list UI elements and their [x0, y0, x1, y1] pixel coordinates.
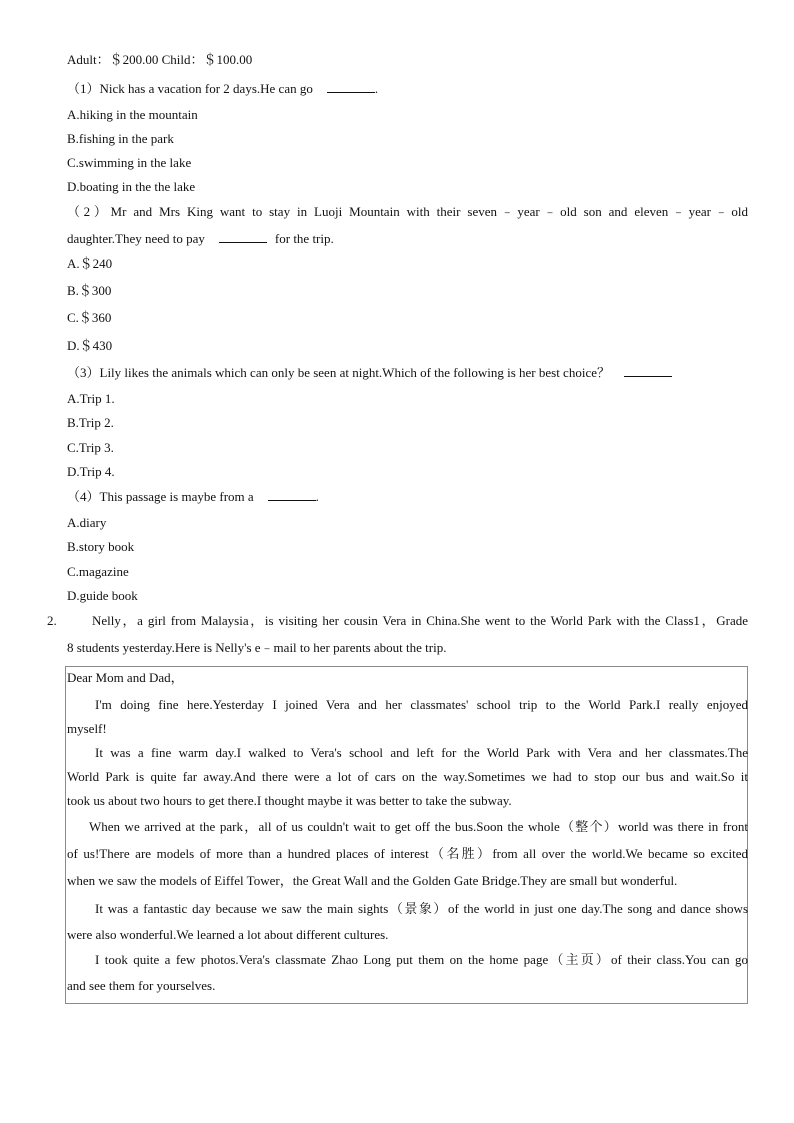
question-2-stem-line2: [67, 231, 334, 247]
question-4-end: .: [315, 489, 319, 504]
answer-blank-3: [624, 365, 672, 377]
question-4-stem: [67, 489, 319, 505]
q3-option-a: A.Trip 1.: [67, 391, 115, 406]
section-2-intro-line2: 8 students yesterday.Here is Nelly's e﹣mail to her parents about the trip.: [67, 640, 447, 655]
q1-option-b: B.fishing in the park: [67, 131, 174, 146]
q1-option-a: A.hiking in the mountain: [67, 107, 198, 122]
q3-option-d: D.Trip 4.: [67, 464, 115, 479]
question-2-text: daughter.They need to pay: [67, 231, 205, 246]
letter-line-11: I took quite a few photos.Vera's classmate Zhao Long put them on the home page（主页）of their class.You can go: [95, 952, 748, 967]
q2-option-a: A.＄240: [67, 256, 113, 271]
question-3-text: （3）Lily likes the animals which can only be seen at night.Which of the following is her best choice？: [67, 365, 610, 380]
question-3-stem: [67, 365, 672, 381]
letter-line-9: It was a fantastic day because we saw the main sights（景象）of the world in just one day.The song and dance shows: [95, 901, 748, 916]
letter-line-2: myself!: [67, 721, 107, 736]
letter-line-5: took us about two hours to get there.I thought maybe it was better to take the subway.: [67, 793, 512, 808]
section-2-intro-line1: Nelly，a girl from Malaysia，is visiting her cousin Vera in China.She went to the World Park with the Class1，Grade: [92, 613, 748, 628]
question-4-text: （4）This passage is maybe from a: [67, 489, 254, 504]
question-2-stem-line1: （2）Mr and Mrs King want to stay in Luoji Mountain with their seven﹣year﹣old son and eleven﹣year﹣old: [67, 204, 748, 219]
question-1-end: .: [374, 81, 379, 96]
letter-greeting: Dear Mom and Dad，: [67, 670, 184, 685]
q2-option-c: C.＄360: [67, 310, 112, 325]
letter-line-3: It was a fine warm day.I walked to Vera's school and left for the World Park with Vera and her classmates.The: [95, 745, 748, 760]
q4-option-b: B.story book: [67, 539, 135, 554]
q1-option-c: C.swimming in the lake: [67, 155, 192, 170]
question-1-stem: [67, 81, 378, 97]
q3-option-b: B.Trip 2.: [67, 415, 114, 430]
answer-blank-1: [327, 81, 375, 93]
letter-line-6: When we arrived at the park，all of us couldn't wait to get off the bus.Soon the whole（整个）world was there in front: [89, 819, 748, 834]
section-number: 2.: [47, 613, 57, 628]
q1-option-d: D.boating in the the lake: [67, 179, 196, 194]
letter-line-1: I'm doing fine here.Yesterday I joined Vera and her classmates' school trip to the World Park.I really enjoyed: [95, 697, 748, 712]
q4-option-d: D.guide book: [67, 588, 138, 603]
q2-option-b: B.＄300: [67, 283, 112, 298]
question-2-end: for the trip.: [274, 231, 334, 246]
letter-line-4: World Park is quite far away.And there were a lot of cars on the way.Sometimes we had to stop our bus and wait.So it: [67, 769, 748, 784]
q3-option-c: C.Trip 3.: [67, 440, 114, 455]
question-1-text: （1）Nick has a vacation for 2 days.He can go: [67, 81, 313, 96]
q4-option-a: A.diary: [67, 515, 107, 530]
letter-line-7: of us!There are models of more than a hundred places of interest（名胜）from all over the world.We became so excited: [67, 846, 748, 861]
answer-blank-2: [219, 231, 267, 243]
q4-option-c: C.magazine: [67, 564, 129, 579]
q2-option-d: D.＄430: [67, 338, 113, 353]
answer-blank-4: [268, 489, 316, 501]
letter-line-12: and see them for yourselves.: [67, 978, 216, 993]
letter-line-10: were also wonderful.We learned a lot about different cultures.: [67, 927, 389, 942]
ticket-prices: Adult：＄200.00 Child：＄100.00: [67, 52, 253, 67]
letter-line-8: when we saw the models of Eiffel Tower，the Great Wall and the Golden Gate Bridge.They are small but wonderful.: [67, 873, 678, 888]
